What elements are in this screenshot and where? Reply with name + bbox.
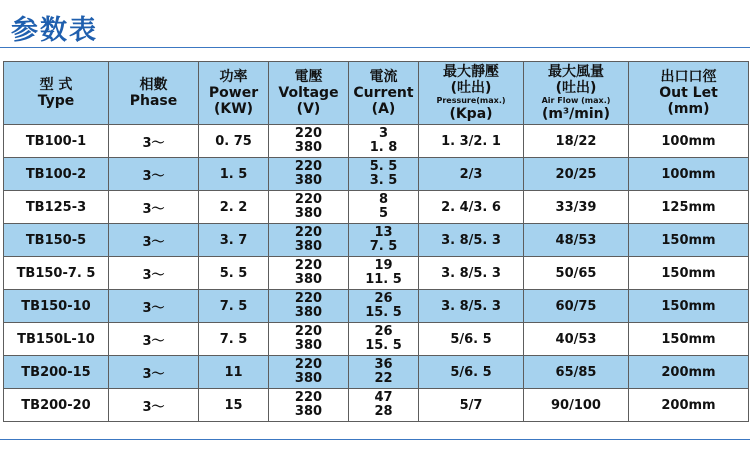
cell-phase: 3～ bbox=[109, 191, 199, 224]
header-current bbox=[349, 62, 419, 125]
header-pressure-cn: 最大靜壓 bbox=[443, 64, 499, 80]
cell-airflow: 90/100 bbox=[524, 389, 629, 422]
voltage-220: 220 bbox=[294, 390, 323, 405]
header-pressure-cn2: (吐出) bbox=[450, 80, 492, 96]
voltage-220: 220 bbox=[294, 225, 323, 240]
cell-airflow: 60/75 bbox=[524, 290, 629, 323]
header-current-unit: (A) bbox=[371, 101, 396, 117]
cell-outlet: 100mm bbox=[629, 158, 749, 191]
header-current-en: Current bbox=[353, 85, 414, 101]
current-380: 7. 5 bbox=[369, 239, 398, 254]
cell-power: 15 bbox=[199, 389, 269, 422]
current-380: 5 bbox=[378, 206, 389, 221]
voltage-220: 220 bbox=[294, 291, 323, 306]
header-power bbox=[199, 62, 269, 125]
voltage-380: 380 bbox=[294, 173, 323, 188]
table-row bbox=[4, 158, 749, 191]
header-current-cn: 電流 bbox=[369, 69, 398, 85]
header-airflow-cn2: (吐出) bbox=[555, 80, 597, 96]
cell-power: 1. 5 bbox=[199, 158, 269, 191]
header-voltage bbox=[269, 62, 349, 125]
cell-phase: 3～ bbox=[109, 356, 199, 389]
table-row bbox=[4, 389, 749, 422]
cell-type: TB150L-10 bbox=[4, 323, 109, 356]
cell-current bbox=[349, 323, 419, 356]
current-220: 8 bbox=[378, 192, 389, 207]
header-outlet-en: Out Let bbox=[659, 85, 718, 101]
header-outlet-unit: (mm) bbox=[667, 101, 710, 117]
cell-power: 0. 75 bbox=[199, 125, 269, 158]
current-220: 5. 5 bbox=[369, 159, 398, 174]
current-220: 13 bbox=[374, 225, 393, 240]
cell-type: TB150-7. 5 bbox=[4, 257, 109, 290]
cell-pressure: 3. 8/5. 3 bbox=[419, 257, 524, 290]
cell-voltage bbox=[269, 191, 349, 224]
cell-current bbox=[349, 290, 419, 323]
cell-outlet: 150mm bbox=[629, 224, 749, 257]
cell-pressure: 2. 4/3. 6 bbox=[419, 191, 524, 224]
cell-type: TB200-20 bbox=[4, 389, 109, 422]
header-airflow-unit: (m³/min) bbox=[542, 106, 610, 122]
cell-phase: 3～ bbox=[109, 290, 199, 323]
cell-outlet: 200mm bbox=[629, 389, 749, 422]
voltage-380: 380 bbox=[294, 404, 323, 419]
header-voltage-unit: (V) bbox=[296, 101, 321, 117]
cell-airflow: 33/39 bbox=[524, 191, 629, 224]
voltage-220: 220 bbox=[294, 324, 323, 339]
header-voltage-en: Voltage bbox=[278, 85, 339, 101]
bottom-divider bbox=[0, 439, 750, 440]
cell-power: 7. 5 bbox=[199, 290, 269, 323]
header-phase bbox=[109, 62, 199, 125]
table-row bbox=[4, 191, 749, 224]
cell-pressure: 5/7 bbox=[419, 389, 524, 422]
cell-current bbox=[349, 125, 419, 158]
spec-table bbox=[3, 61, 749, 422]
cell-type: TB125-3 bbox=[4, 191, 109, 224]
voltage-380: 380 bbox=[294, 338, 323, 353]
header-power-unit: (KW) bbox=[213, 101, 254, 117]
cell-voltage bbox=[269, 389, 349, 422]
cell-phase: 3～ bbox=[109, 257, 199, 290]
cell-airflow: 50/65 bbox=[524, 257, 629, 290]
cell-phase: 3～ bbox=[109, 125, 199, 158]
cell-phase: 3～ bbox=[109, 158, 199, 191]
header-phase-cn: 相數 bbox=[139, 77, 168, 93]
table-header-row bbox=[4, 62, 749, 125]
cell-airflow: 48/53 bbox=[524, 224, 629, 257]
header-pressure-en: Pressure(max.) bbox=[436, 96, 506, 105]
current-220: 26 bbox=[374, 324, 393, 339]
table-row bbox=[4, 323, 749, 356]
voltage-380: 380 bbox=[294, 140, 323, 155]
cell-current bbox=[349, 191, 419, 224]
cell-outlet: 200mm bbox=[629, 356, 749, 389]
cell-power: 2. 2 bbox=[199, 191, 269, 224]
cell-power: 7. 5 bbox=[199, 323, 269, 356]
cell-outlet: 150mm bbox=[629, 257, 749, 290]
cell-power: 11 bbox=[199, 356, 269, 389]
current-220: 47 bbox=[374, 390, 393, 405]
cell-voltage bbox=[269, 125, 349, 158]
cell-phase: 3～ bbox=[109, 224, 199, 257]
cell-voltage bbox=[269, 224, 349, 257]
header-type-en: Type bbox=[37, 93, 75, 109]
current-380: 28 bbox=[374, 404, 393, 419]
cell-type: TB100-2 bbox=[4, 158, 109, 191]
table-row bbox=[4, 125, 749, 158]
voltage-220: 220 bbox=[294, 258, 323, 273]
current-220: 19 bbox=[374, 258, 393, 273]
cell-pressure: 3. 8/5. 3 bbox=[419, 224, 524, 257]
current-380: 1. 8 bbox=[369, 140, 398, 155]
cell-voltage bbox=[269, 257, 349, 290]
cell-type: TB150-5 bbox=[4, 224, 109, 257]
cell-airflow: 65/85 bbox=[524, 356, 629, 389]
header-power-cn: 功率 bbox=[219, 69, 248, 85]
header-pressure-unit: (Kpa) bbox=[449, 106, 493, 122]
cell-current bbox=[349, 158, 419, 191]
cell-outlet: 150mm bbox=[629, 290, 749, 323]
cell-phase: 3～ bbox=[109, 389, 199, 422]
cell-pressure: 5/6. 5 bbox=[419, 356, 524, 389]
voltage-380: 380 bbox=[294, 239, 323, 254]
voltage-380: 380 bbox=[294, 206, 323, 221]
header-voltage-cn: 電壓 bbox=[294, 69, 323, 85]
page-title: 参数表 bbox=[11, 15, 98, 46]
cell-pressure: 2/3 bbox=[419, 158, 524, 191]
voltage-380: 380 bbox=[294, 272, 323, 287]
header-power-en: Power bbox=[208, 85, 259, 101]
cell-outlet: 150mm bbox=[629, 323, 749, 356]
table-row bbox=[4, 290, 749, 323]
cell-current bbox=[349, 389, 419, 422]
cell-pressure: 5/6. 5 bbox=[419, 323, 524, 356]
voltage-220: 220 bbox=[294, 126, 323, 141]
cell-type: TB200-15 bbox=[4, 356, 109, 389]
header-airflow-cn: 最大風量 bbox=[548, 64, 604, 80]
current-220: 36 bbox=[374, 357, 393, 372]
cell-power: 5. 5 bbox=[199, 257, 269, 290]
cell-type: TB150-10 bbox=[4, 290, 109, 323]
header-airflow-en: Air Flow (max.) bbox=[541, 96, 611, 105]
header-type-cn: 型 式 bbox=[39, 77, 73, 93]
current-380: 15. 5 bbox=[365, 338, 402, 353]
cell-airflow: 40/53 bbox=[524, 323, 629, 356]
cell-current bbox=[349, 224, 419, 257]
top-divider bbox=[0, 47, 750, 48]
header-phase-en: Phase bbox=[129, 93, 178, 109]
header-type bbox=[4, 62, 109, 125]
cell-power: 3. 7 bbox=[199, 224, 269, 257]
current-380: 11. 5 bbox=[365, 272, 402, 287]
header-airflow bbox=[524, 62, 629, 125]
cell-airflow: 18/22 bbox=[524, 125, 629, 158]
voltage-220: 220 bbox=[294, 192, 323, 207]
header-outlet-cn: 出口口徑 bbox=[660, 69, 717, 85]
voltage-380: 380 bbox=[294, 371, 323, 386]
table-row bbox=[4, 224, 749, 257]
voltage-380: 380 bbox=[294, 305, 323, 320]
cell-current bbox=[349, 356, 419, 389]
current-220: 3 bbox=[378, 126, 389, 141]
voltage-220: 220 bbox=[294, 159, 323, 174]
cell-voltage bbox=[269, 323, 349, 356]
cell-voltage bbox=[269, 158, 349, 191]
cell-voltage bbox=[269, 290, 349, 323]
header-outlet bbox=[629, 62, 749, 125]
cell-outlet: 100mm bbox=[629, 125, 749, 158]
cell-pressure: 3. 8/5. 3 bbox=[419, 290, 524, 323]
cell-outlet: 125mm bbox=[629, 191, 749, 224]
table-row bbox=[4, 356, 749, 389]
cell-current bbox=[349, 257, 419, 290]
cell-pressure: 1. 3/2. 1 bbox=[419, 125, 524, 158]
cell-phase: 3～ bbox=[109, 323, 199, 356]
cell-voltage bbox=[269, 356, 349, 389]
voltage-220: 220 bbox=[294, 357, 323, 372]
cell-type: TB100-1 bbox=[4, 125, 109, 158]
header-pressure bbox=[419, 62, 524, 125]
current-220: 26 bbox=[374, 291, 393, 306]
current-380: 15. 5 bbox=[365, 305, 402, 320]
cell-airflow: 20/25 bbox=[524, 158, 629, 191]
current-380: 22 bbox=[374, 371, 393, 386]
table-row bbox=[4, 257, 749, 290]
current-380: 3. 5 bbox=[369, 173, 398, 188]
